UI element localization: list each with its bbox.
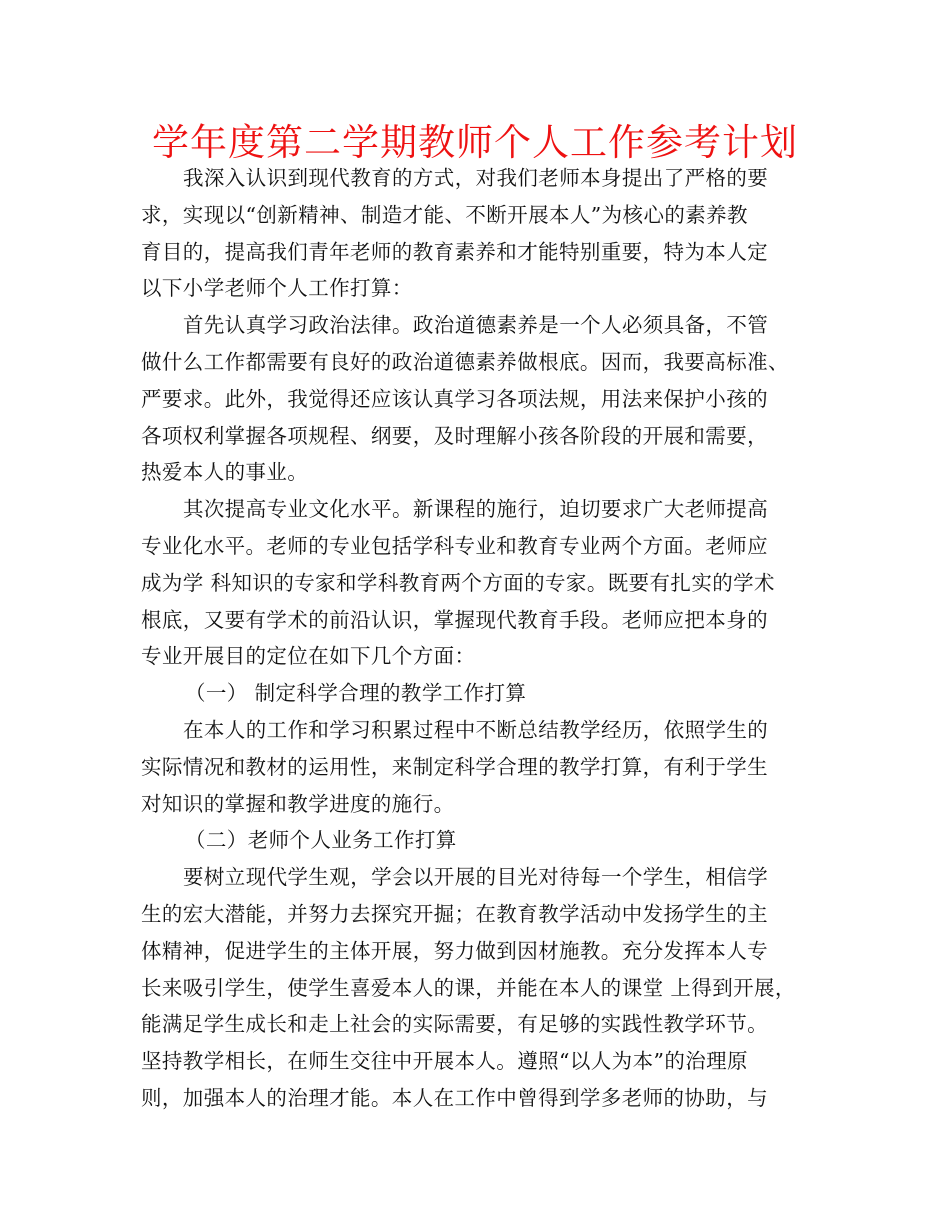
paragraph-line: 育目的，提高我们青年老师的教育素养和才能特别重要，特为本人定 [141,239,768,264]
paragraph-line: 成为学 科知识的专家和学科教育两个方面的专家。既要有扎实的学术 [141,570,775,595]
paragraph-line: 专业开展目的定位在如下几个方面： [141,644,476,669]
paragraph-line: 做什么工作都需要有良好的政治道德素养做根底。因而，我要高标准、 [141,349,789,374]
paragraph-line: 以下小学老师个人工作打算： [141,276,413,301]
section-heading: （一） 制定科学合理的教学工作打算 [185,681,527,706]
paragraph-line: 严要求。此外，我觉得还应该认真学习各项法规，用法来保护小孩的 [141,386,768,411]
paragraph-line: 根底，又要有学术的前沿认识，掌握现代教育手段。老师应把本身的 [141,607,768,632]
paragraph-line: 坚持教学相长，在师生交往中开展本人。遵照“以人为本”的治理原 [141,1049,748,1074]
paragraph-line: 其次提高专业文化水平。新课程的施行，迫切要求广大老师提高 [183,497,769,522]
paragraph-line: 要树立现代学生观，学会以开展的目光对待每一个学生，相信学 [183,865,769,890]
paragraph-line: 长来吸引学生，使学生喜爱本人的课，并能在本人的课堂 上得到开展， [141,975,796,1000]
paragraph-line: 体精神，促进学生的主体开展，努力做到因材施教。充分发挥本人专 [141,938,768,963]
paragraph-line: 实际情况和教材的运用性，来制定科学合理的教学打算，有利于学生 [141,754,768,779]
paragraph-line: 专业化水平。老师的专业包括学科专业和教育专业两个方面。老师应 [141,533,768,558]
paragraph-line: 我深入认识到现代教育的方式，对我们老师本身提出了严格的要 [183,166,769,190]
paragraph-line: 则，加强本人的治理才能。本人在工作中曾得到学多老师的协助，与 [141,1085,768,1110]
paragraph-line: 求，实现以“创新精神、制造才能、不断开展本人”为核心的素养教 [141,202,748,227]
paragraph-line: 各项权利掌握各项规程、纲要，及时理解小孩各阶段的开展和需要， [141,423,768,448]
paragraph-line: 能满足学生成长和走上社会的实际需要，有足够的实践性教学环节。 [141,1012,768,1037]
document-title: 学年度第二学期教师个人工作参考计划 [152,121,798,164]
paragraph-line: 对知识的掌握和教学进度的施行。 [141,791,455,816]
section-heading: （二）老师个人业务工作打算 [185,828,457,853]
paragraph-line: 热爱本人的事业。 [141,460,309,485]
paragraph-line: 生的宏大潜能，并努力去探究开掘；在教育教学活动中发扬学生的主 [141,901,768,926]
paragraph-line: 首先认真学习政治法律。政治道德素养是一个人必须具备，不管 [183,313,769,338]
paragraph-line: 在本人的工作和学习积累过程中不断总结教学经历，依照学生的 [183,717,769,742]
document-body [141,160,821,1117]
